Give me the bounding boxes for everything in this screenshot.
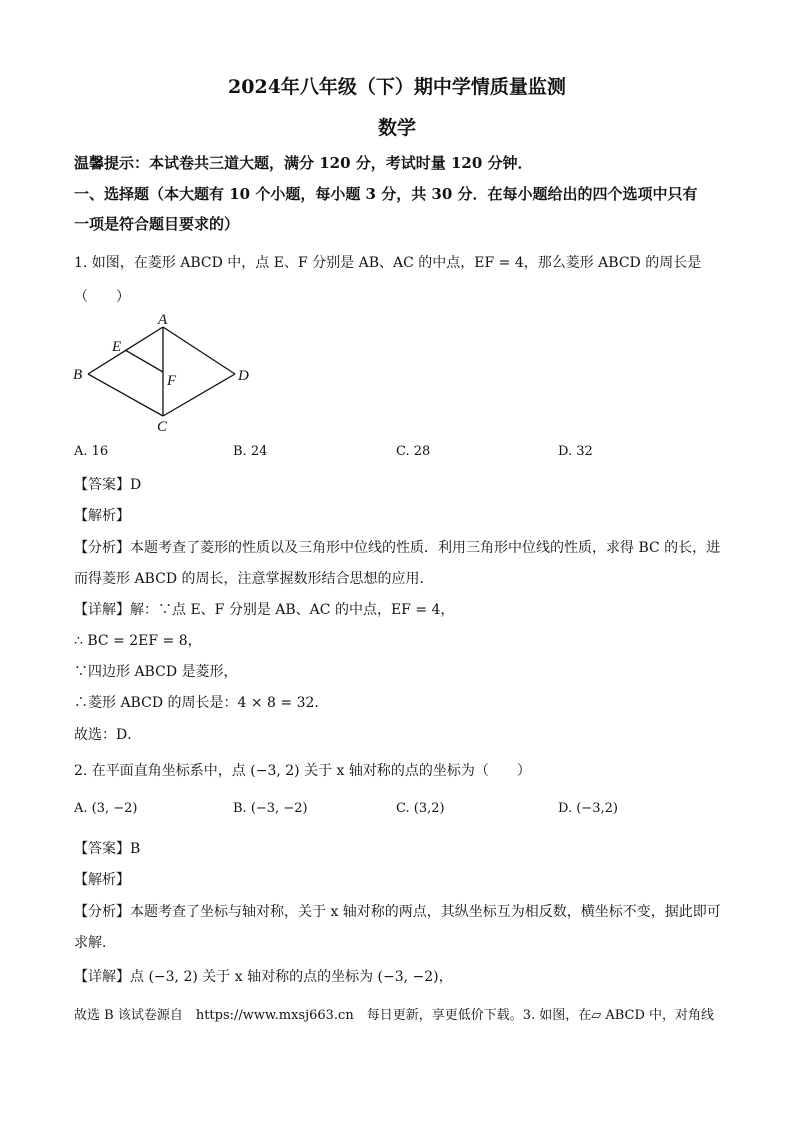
- q1-detail-line5: 故选：D．: [74, 727, 142, 743]
- label-a: A: [158, 312, 168, 328]
- segment-ef: [125, 350, 163, 372]
- q2-stem: 2. 在平面直角坐标系中，点 (−3, 2) 关于 x 轴对称的点的坐标为（ ）: [74, 763, 531, 779]
- section-heading-line1: 一、选择题（本大题有 10 个小题，每小题 3 分，共 30 分．在每小题给出的四个选项中只有: [74, 185, 698, 203]
- q1-option-c: C. 28: [396, 444, 431, 459]
- q1-option-b: B. 24: [233, 444, 268, 459]
- q1-stem: 1. 如图，在菱形 ABCD 中，点 E、F 分别是 AB、AC 的中点，EF = 4，那么菱形 ABCD 的周长是: [74, 255, 702, 271]
- q1-analysis-line2: 而得菱形 ABCD 的周长，注意掌握数形结合思想的应用．: [74, 571, 434, 587]
- q1-detail-line3: ∵四边形 ABCD 是菱形，: [74, 664, 238, 680]
- q2-analysis-line1: 【分析】本题考查了坐标与轴对称，关于 x 轴对称的两点，其纵坐标互为相反数，横坐标不变，据此即可: [74, 904, 721, 920]
- rhombus-diagram: [68, 310, 268, 435]
- q2-answer: 【答案】B: [74, 841, 141, 857]
- q1-detail-line4: ∴菱形 ABCD 的周长是：4 × 8 = 32．: [74, 695, 329, 711]
- q2-option-b: B. (−3, −2): [233, 801, 308, 816]
- q2-option-d: D. (−3,2): [558, 801, 618, 816]
- q2-analysis-line2: 求解．: [74, 935, 116, 951]
- q1-detail-line1: 【详解】解：∵点 E、F 分别是 AB、AC 的中点，EF = 4，: [74, 602, 455, 618]
- q1-option-d: D. 32: [558, 444, 593, 459]
- q2-option-a: A. (3, −2): [74, 801, 138, 816]
- section-heading-line2: 一项是符合题目要求的）: [74, 215, 240, 233]
- label-b: B: [73, 367, 83, 383]
- q2-footer-line: 故选 B 该试卷源自 https://www.mxsj663.cn 每日更新，享更低价下载。3. 如图，在▱ ABCD 中，对角线: [74, 1008, 715, 1023]
- q2-detail-line1: 【详解】点 (−3, 2) 关于 x 轴对称的点的坐标为 (−3, −2)，: [74, 969, 453, 985]
- page-title: 2024年八年级（下）期中学情质量监测: [228, 76, 566, 98]
- q1-analysis-line1: 【分析】本题考查了菱形的性质以及三角形中位线的性质．利用三角形中位线的性质，求得 BC 的长，进: [74, 540, 721, 556]
- q1-option-a: A. 16: [74, 444, 109, 459]
- exam-notice: 温馨提示：本试卷共三道大题，满分 120 分，考试时量 120 分钟．: [74, 154, 533, 172]
- label-f: F: [167, 373, 177, 389]
- q1-answer: 【答案】D: [74, 477, 142, 493]
- label-d: D: [238, 368, 249, 384]
- label-c: C: [157, 419, 168, 435]
- edge-da: [163, 327, 235, 374]
- edge-bc: [88, 374, 163, 416]
- q1-paren: （ ）: [74, 289, 130, 305]
- q1-detail-line2: ∴ BC = 2EF = 8，: [74, 633, 202, 649]
- q2-option-c: C. (3,2): [396, 801, 445, 816]
- label-e: E: [112, 339, 122, 355]
- subject-title: 数学: [377, 117, 416, 139]
- q2-analysis-head: 【解析】: [74, 872, 130, 888]
- q1-analysis-head: 【解析】: [74, 508, 130, 524]
